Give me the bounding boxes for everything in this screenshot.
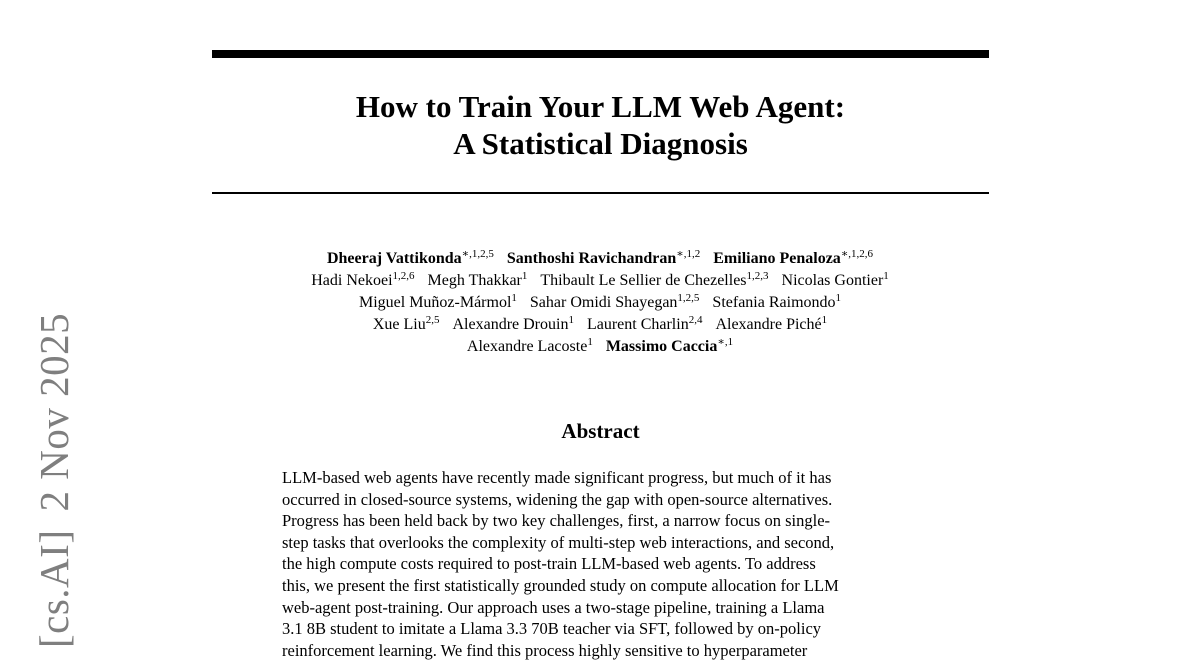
author-name: Stefania Raimondo [712, 294, 836, 311]
author-affiliation: 1 [835, 292, 842, 304]
author-line [200, 314, 1000, 336]
abstract-line: Progress has been held back by two key challenges, first, a narrow focus on single- [282, 511, 831, 531]
author-name: Alexandre Drouin [452, 316, 569, 333]
author-affiliation: 1,2,6 [392, 270, 415, 282]
author-name: Thibault Le Sellier de Chezelles [540, 272, 747, 289]
abstract-line: LLM-based web agents have recently made significant progress, but much of it has [282, 468, 832, 487]
author-name: Miguel Muñoz-Mármol [358, 294, 512, 311]
author [530, 294, 700, 311]
author-affiliation: 1 [511, 292, 517, 304]
author-name: Alexandre Piché [715, 316, 822, 333]
arxiv-stamp [31, 312, 77, 648]
author-affiliation: 1 [821, 314, 828, 326]
abstract-line: web-agent post-training. Our approach uses a two-stage pipeline, training a Llama [282, 597, 825, 617]
abstract-heading: Abstract [561, 419, 640, 443]
author-line [200, 292, 1000, 314]
paper-title [212, 88, 989, 162]
author-affiliation: ∗,1,2,6 [840, 248, 874, 260]
author [715, 316, 827, 333]
author-affiliation: 1 [883, 270, 889, 282]
author [373, 316, 440, 333]
abstract-line: reinforcement learning. We find this process highly sensitive to hyperparameter [282, 640, 808, 660]
author-affiliation: 1 [568, 314, 574, 326]
author-affiliation: 1 [587, 336, 593, 348]
abstract-line: occurred in closed-source systems, widening the gap with open-source alternatives. [282, 489, 833, 509]
abstract-line: the high compute costs required to post-train LLM-based web agents. To address [282, 554, 816, 574]
author [540, 272, 768, 289]
author-name: Megh Thakkar [427, 272, 522, 289]
author-name: Sahar Omidi Shayegan [529, 294, 678, 311]
abstract-body [282, 467, 922, 661]
author [311, 272, 414, 289]
author-name: Dheeraj Vattikonda [326, 250, 462, 267]
author-name: Nicolas Gontier [781, 272, 884, 289]
author-affiliation: 1 [521, 270, 528, 282]
author-affiliation: 1,2,5 [677, 292, 700, 304]
title-top-rule [212, 50, 989, 58]
author [359, 294, 517, 311]
arxiv-date: 2 Nov 2025 [31, 312, 77, 512]
author-name: Hadi Nekoei [311, 272, 393, 289]
author-affiliation: 2,5 [425, 314, 440, 326]
author-affiliation: 1,2,3 [746, 270, 769, 282]
author-affiliation: ∗,1,2,5 [461, 248, 494, 260]
author-name: Xue Liu [372, 316, 426, 333]
author [713, 250, 873, 267]
author [507, 250, 700, 267]
author [428, 272, 528, 289]
author-name: Santhoshi Ravichandran [506, 250, 677, 267]
author [782, 272, 889, 289]
author-name: Emiliano Penaloza [713, 250, 841, 267]
author [452, 316, 573, 333]
title-bottom-rule [212, 192, 989, 194]
author-affiliation: ∗,1 [717, 336, 734, 348]
title-line-2: A Statistical Diagnosis [453, 126, 748, 161]
author-affiliation: 2,4 [688, 314, 703, 326]
author [606, 338, 733, 355]
author [327, 250, 494, 267]
title-line-1: How to Train Your LLM Web Agent: [355, 89, 846, 124]
author-line [200, 248, 1000, 270]
author-line [200, 336, 1000, 358]
author-name: Massimo Caccia [605, 338, 718, 355]
abstract-line: this, we present the first statistically grounded study on compute allocation for LLM [282, 575, 839, 595]
abstract-line: 3.1 8B student to imitate a Llama 3.3 70B teacher via SFT, followed by on-policy [282, 619, 822, 639]
author [712, 294, 841, 311]
author [587, 316, 703, 333]
author-name: Alexandre Lacoste [466, 338, 588, 355]
author [467, 338, 593, 355]
arxiv-category: [cs.AI] [31, 529, 77, 648]
author-affiliation: ∗,1,2 [676, 248, 701, 260]
abstract-line: step tasks that overlooks the complexity of multi-step web interactions, and second, [282, 532, 835, 552]
author-list [200, 248, 1000, 358]
author-name: Laurent Charlin [586, 316, 689, 333]
author-line [200, 270, 1000, 292]
